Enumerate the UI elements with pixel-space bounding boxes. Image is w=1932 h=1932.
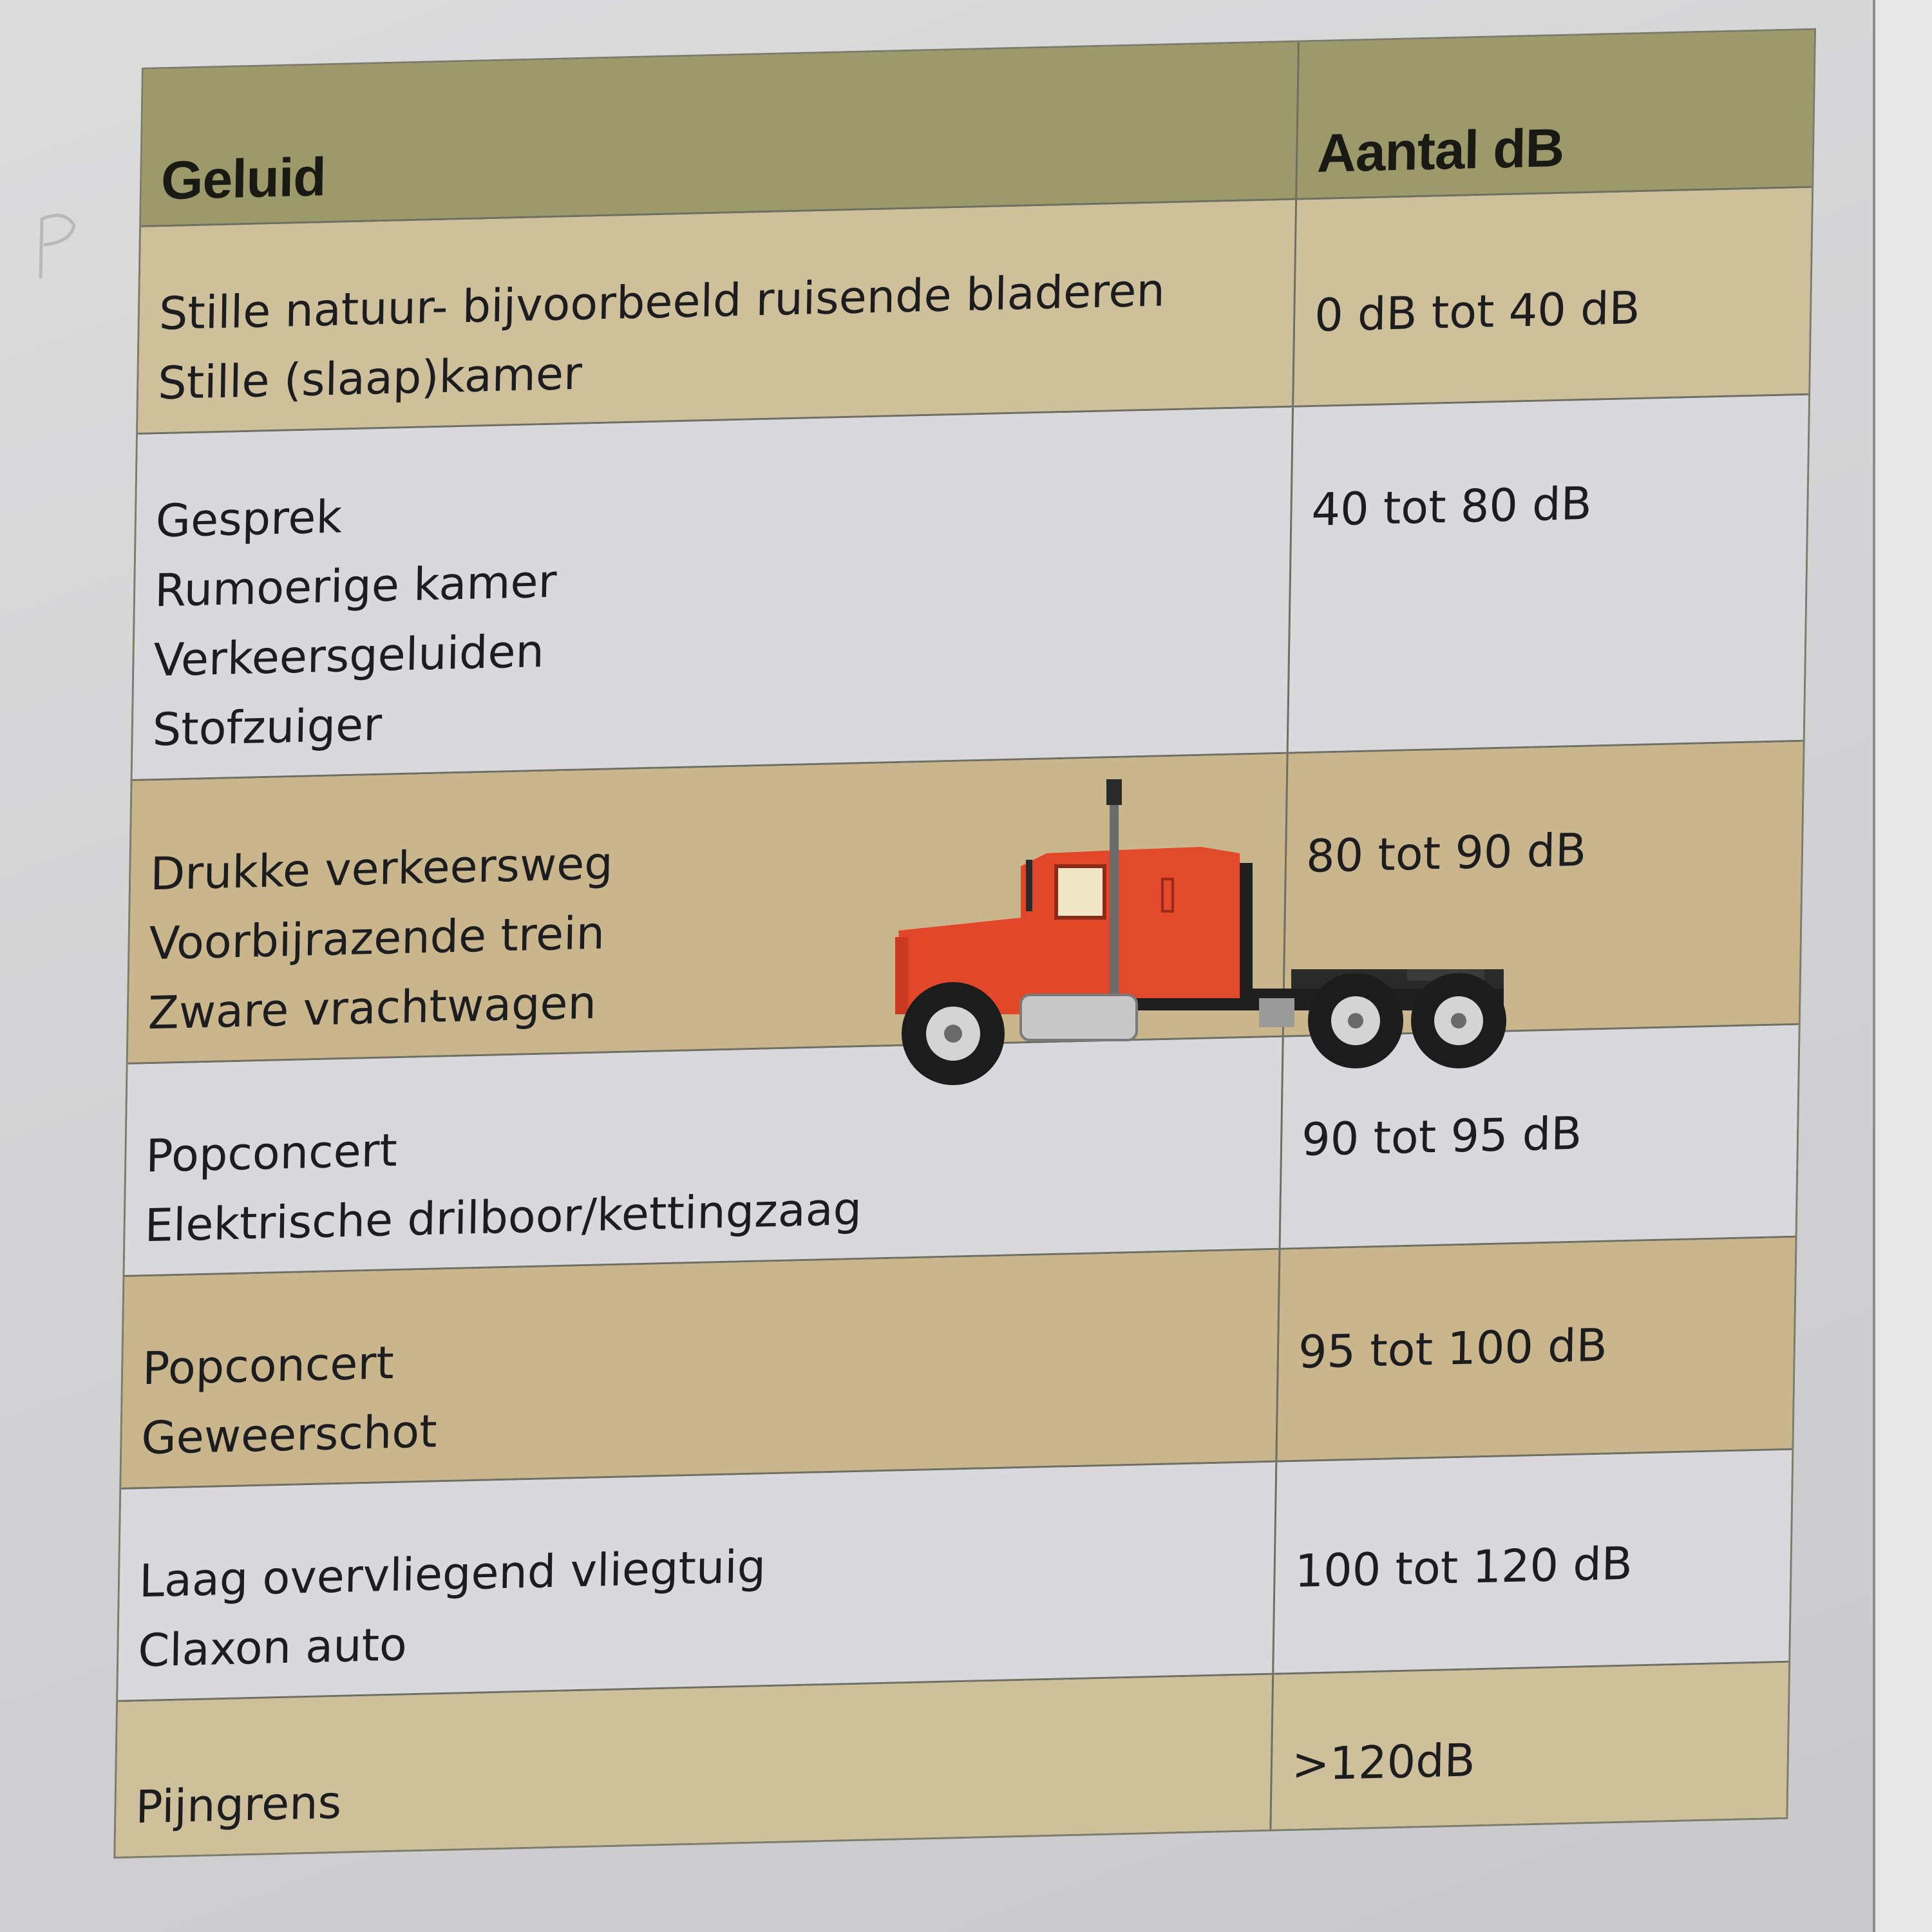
sounds-cell [138, 200, 1297, 433]
truck-icon [892, 776, 1530, 1098]
pencil-mark-icon [35, 206, 87, 283]
table-row [121, 1238, 1795, 1490]
header-aantal-db: Aantal dB [1316, 117, 1565, 184]
sound-label: Claxon auto [137, 1618, 408, 1678]
sounds-cell [118, 1463, 1277, 1700]
db-cell [1294, 188, 1812, 406]
db-cell [1271, 1663, 1788, 1830]
db-value: 80 tot 90 dB [1305, 823, 1587, 883]
db-value: >120dB [1291, 1734, 1476, 1791]
sound-label: Geweerschot [140, 1405, 438, 1465]
sound-label: Popconcert [142, 1336, 395, 1396]
sound-label: Drukke verkeersweg [149, 837, 614, 901]
table-row [138, 188, 1812, 435]
sound-label: Voorbijrazende trein [148, 906, 605, 971]
sound-label: Stille natuur- bijvoorbeeld ruisende bladeren [158, 263, 1166, 341]
db-cell [1277, 1238, 1795, 1461]
sound-label: Stille (slaap)kamer [157, 346, 583, 410]
db-value: 0 dB tot 40 dB [1314, 281, 1641, 342]
sounds-cell [133, 408, 1294, 779]
sound-label: Gesprek [155, 490, 343, 548]
db-cell [1289, 395, 1808, 752]
header-geluid: Geluid [141, 43, 1300, 225]
sound-label: Rumoerige kamer [154, 554, 558, 618]
sound-label: Pijngrens [135, 1776, 342, 1834]
db-cell [1274, 1450, 1792, 1673]
db-value: 40 tot 80 dB [1311, 477, 1593, 536]
sound-label: Popconcert [145, 1124, 398, 1183]
table-row [118, 1450, 1792, 1702]
sound-label: Zware vrachtwagen [147, 976, 597, 1040]
sound-label: Elektrische drilboor/kettingzaag [144, 1182, 862, 1253]
sound-label: Stofzuiger [152, 697, 383, 757]
table-row [133, 395, 1808, 781]
db-value: 95 tot 100 dB [1298, 1318, 1608, 1379]
facing-page [1875, 0, 1932, 1932]
sound-label: Verkeersgeluiden [153, 624, 545, 687]
sounds-cell [115, 1675, 1274, 1857]
sounds-cell [121, 1250, 1280, 1488]
sound-label: Laag overvliegend vliegtuig [138, 1540, 766, 1608]
db-value: 100 tot 120 dB [1294, 1537, 1633, 1598]
db-value: 90 tot 95 dB [1301, 1106, 1582, 1166]
